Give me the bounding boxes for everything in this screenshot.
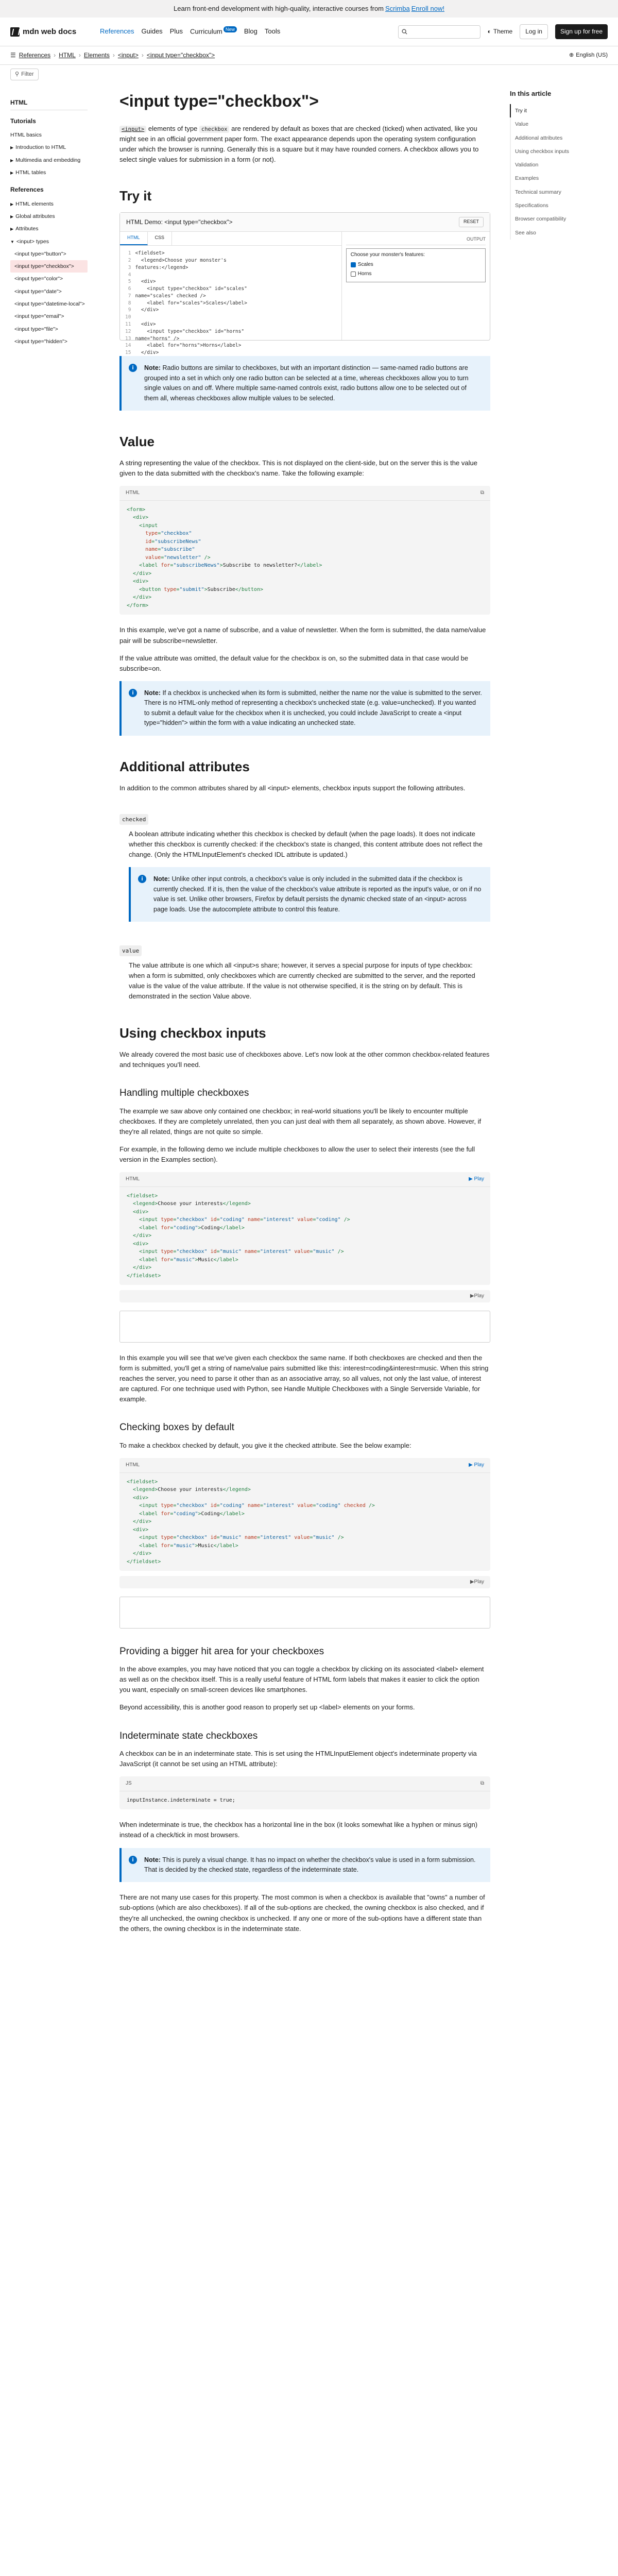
paragraph: A string representing the value of the checkbox. This is not displayed on the client-side, but on the server this is the value given to the data submitted with the checkbox's name. Take the following example:	[119, 459, 477, 478]
main-content	[119, 89, 490, 1941]
demo-body	[120, 232, 490, 356]
heading-value: Value	[119, 433, 154, 449]
sidebar-item-label: <input> types	[16, 238, 49, 245]
line-number: 12	[125, 328, 131, 334]
nav-curriculum-label: Curriculum	[190, 27, 222, 36]
line-number: 1	[125, 250, 131, 257]
demo-header	[120, 213, 490, 232]
code-line	[125, 250, 336, 257]
note-callout	[119, 1848, 490, 1883]
search-icon	[402, 29, 407, 35]
expand-icon: ▶	[10, 214, 14, 219]
play-button[interactable]	[469, 1461, 484, 1469]
heading-try-it: Try it	[119, 188, 152, 204]
filter-label: Filter	[21, 71, 34, 77]
sidebar-item[interactable]	[10, 166, 88, 179]
note-label: Note:	[144, 689, 161, 697]
play-icon: ▶	[469, 1462, 474, 1468]
line-text: <legend>Choose your monster's	[135, 258, 227, 264]
crumb-sep: ›	[112, 52, 115, 59]
sidebar-item-current[interactable]: <input type="checkbox">	[10, 260, 88, 273]
demo-option[interactable]	[351, 270, 481, 278]
sidebar-item-label: HTML tables	[15, 169, 46, 176]
line-number: 13	[125, 335, 131, 342]
paragraph: The value attribute is one which all <input>s share; however, it serves a special purpose for inputs of type checkbox: when a form is submitted, only checkboxes which are currently checked are submitted to the server, and the reported value is the value of the value attribute. If the value is not otherwise specified, it is the string on by default. This is demonstrated in the section Value above.	[129, 961, 475, 1001]
option-label[interactable]: Scales	[357, 261, 373, 267]
expand-icon: ▶	[10, 201, 14, 207]
sidebar-item[interactable]	[10, 198, 88, 210]
code-line	[125, 335, 336, 343]
play-label[interactable]: Play	[474, 1293, 484, 1299]
info-icon: i	[129, 364, 137, 372]
code-line	[125, 328, 336, 335]
paragraph: There are not many use cases for this property. The most common is when a checkbox is available that "owns" a number of sub-options (which are also checkboxes). If all of the sub-options are checked, the owning checkbox is also checked, and if they're all unchecked, the owning checkbox is unchecked. If any one or more of the sub-options have a different state than the others, the owning checkbox is in the indeterminate state.	[119, 1893, 485, 1933]
theme-icon: ◐	[487, 28, 491, 36]
collapse-icon: ▼	[10, 239, 14, 244]
line-number: 6	[125, 286, 131, 292]
toc-item[interactable]: Specifications	[510, 199, 608, 212]
paragraph: A checkbox can be in an indeterminate state. This is set using the HTMLInputElement object's indeterminate property via JavaScript (it cannot be set using an HTML attribute):	[119, 1749, 477, 1768]
language-selector[interactable]	[569, 51, 608, 60]
sidebar-item-label: Introduction to HTML	[15, 144, 66, 151]
theme-button[interactable]	[488, 27, 513, 37]
code-line	[125, 342, 336, 349]
line-number: 9	[125, 307, 131, 313]
paragraph: If the value attribute was omitted, the default value for the checkbox is on, so the submitted data in that case would be subscribe=on.	[119, 654, 469, 672]
code-header	[119, 1776, 490, 1791]
code-block	[119, 486, 490, 615]
line-text: name="horns" />	[135, 335, 180, 342]
sidebar-item[interactable]: <input type="color">	[14, 276, 63, 282]
sidebar-item[interactable]	[10, 154, 88, 166]
code-content[interactable]: inputInstance.indeterminate = true;	[127, 1797, 235, 1803]
paragraph: In addition to the common attributes shared by all <input> elements, checkbox inputs support the following attributes.	[119, 784, 466, 792]
paragraph: In the above examples, you may have noticed that you can toggle a checkbox by clicking on its associated <label> element as well as on the checkbox itself. This is a really useful feature of HTML form labels that makes it easier to click the option you want, especially on small-screen devices like smartphones.	[119, 1665, 484, 1694]
note-text: This is purely a visual change. It has no impact on whether the checkbox's value is used in a form submission. That is decided by the checked state, regardless of the indeterminate state.	[144, 1856, 476, 1873]
breadcrumb	[0, 46, 618, 65]
banner-cta[interactable]: Enroll now!	[411, 4, 445, 12]
code-line	[125, 321, 336, 328]
top-nav	[0, 18, 618, 46]
play-button[interactable]	[469, 1175, 484, 1183]
play-label: Play	[474, 1462, 484, 1468]
sidebar-item[interactable]: <input type="date">	[14, 288, 62, 295]
demo-output	[342, 232, 490, 340]
mdn-logo-icon	[10, 27, 20, 37]
line-text: <input type="checkbox" id="scales"	[135, 286, 247, 292]
note-callout	[119, 681, 490, 736]
page-title: <input type="checkbox">	[119, 92, 319, 110]
banner-link[interactable]: Scrimba	[385, 4, 410, 12]
expand-icon: ▶	[10, 170, 14, 175]
play-icon[interactable]: ▶	[470, 1579, 474, 1585]
demo-option[interactable]	[351, 261, 481, 269]
heading-hit-area: Providing a bigger hit area for your checkboxes	[119, 1646, 324, 1657]
code-content[interactable]: <fieldset> <legend>Choose your interests</legend> <div> <input type="checkbox" id="coding" name="interest" value="coding" /> <label for="coding">Coding</label> </div> <div> <input type="checkbox" id="music" name="interest" value="music" /> <label for="music">Music</label> </div> </fieldset>	[127, 1193, 350, 1279]
expand-icon: ▶	[10, 158, 14, 163]
line-number: 8	[125, 300, 131, 306]
line-number: 15	[125, 350, 131, 356]
line-number: 10	[125, 314, 131, 320]
code-line	[125, 264, 336, 272]
sidebar-item[interactable]	[10, 235, 88, 248]
inline-code: checkbox	[199, 126, 230, 133]
paragraph: In this example, we've got a name of subscribe, and a value of newsletter. When the form is submitted, the data name/value pair will be subscribe=newsletter.	[119, 626, 486, 645]
sidebar-toggle-icon[interactable]: ☰	[10, 52, 16, 59]
sidebar-tutorials: Tutorials	[10, 117, 36, 125]
copy-icon[interactable]: ⧉	[480, 1781, 484, 1787]
filter-icon: ⚲	[15, 71, 20, 77]
crumb-sep: ›	[78, 52, 81, 59]
demo-tabs	[120, 232, 341, 246]
banner-text: Learn front-end development with high-quality, interactive courses from	[173, 4, 384, 12]
crumb-sep: ›	[141, 52, 144, 59]
language-label: English (US)	[576, 52, 608, 58]
intro-text: elements of type	[148, 124, 198, 132]
sidebar-item[interactable]: <input type="email">	[14, 313, 64, 320]
line-number: 3	[125, 264, 131, 270]
code-lang: HTML	[126, 1176, 140, 1182]
checkbox-horns[interactable]	[351, 272, 356, 277]
heading-default: Checking boxes by default	[119, 1422, 234, 1433]
example-output-frame[interactable]	[119, 1311, 490, 1343]
login-button[interactable]: Log in	[520, 24, 548, 39]
play-bar	[119, 1290, 490, 1302]
code-block	[119, 1776, 490, 1809]
note-label: Note:	[144, 364, 161, 372]
intro-text: are rendered by default as boxes that are checked (ticked) when activated, like you might see in an official government paper form. The exact appearance depends upon the operating system configuration under which the browser is running. Generally this is a square but it may have rounded corners. A checkbox allows you to select single values for submission in a form (or not).	[119, 124, 479, 164]
toc-item[interactable]: Try it	[510, 104, 608, 117]
sidebar-item-label: HTML elements	[15, 200, 54, 207]
paragraph: In this example you will see that we've given each checkbox the same name. If both checkboxes are checked and then the form is submitted, you'll get a string of name/value pairs submitted like this: interest=coding&interest=music. When this string reaches the server, you need to parse it other than as an associative array, so all values, not only the last value, of interest are captured. For one technique used with Python, see Handle Multiple Checkboxes with a Single Serverside Variable, for example.	[119, 1353, 489, 1403]
info-icon: i	[129, 689, 137, 697]
filter-button[interactable]	[10, 69, 39, 80]
copy-icon[interactable]: ⧉	[480, 490, 484, 496]
attr-checked: checked	[119, 814, 148, 825]
sidebar-item-label: Multimedia and embedding	[15, 157, 81, 163]
code-line	[125, 293, 336, 300]
code-line	[125, 272, 336, 279]
sidebar	[10, 98, 88, 348]
search-input[interactable]	[398, 25, 480, 39]
crumb-html[interactable]: HTML	[59, 52, 76, 59]
reset-button[interactable]: RESET	[459, 217, 484, 227]
intro-paragraph	[119, 124, 490, 165]
note-label: Note:	[153, 875, 170, 883]
play-label[interactable]: Play	[474, 1579, 484, 1585]
heading-using-checkbox-inputs: Using checkbox inputs	[119, 1025, 266, 1041]
line-text: <label for="scales">Scales</label>	[135, 300, 247, 306]
code-lang: JS	[126, 1781, 132, 1787]
toc-item[interactable]: Additional attributes	[510, 131, 608, 145]
crumb-sep: ›	[54, 52, 56, 59]
toc-item[interactable]: Examples	[510, 172, 608, 185]
toc-item[interactable]: Technical summary	[510, 185, 608, 199]
sidebar-item-label: Attributes	[15, 226, 39, 232]
play-icon: ▶	[469, 1176, 474, 1182]
attr-checked-desc	[119, 829, 490, 922]
heading-multiple: Handling multiple checkboxes	[119, 1088, 249, 1099]
line-text: <fieldset>	[135, 250, 165, 257]
code-line	[125, 257, 336, 264]
expand-icon: ▶	[10, 227, 14, 232]
toc-item[interactable]: Using checkbox inputs	[510, 145, 608, 158]
option-label[interactable]: Horns	[357, 271, 372, 277]
info-icon: i	[129, 1856, 137, 1864]
sidebar-item[interactable]: <input type="datetime-local">	[14, 300, 85, 307]
code-header	[119, 1458, 490, 1473]
mdn-logo[interactable]	[10, 26, 93, 38]
crumb-elements[interactable]: Elements	[83, 52, 110, 59]
info-icon: i	[138, 875, 146, 883]
globe-icon: ⊕	[569, 52, 574, 58]
code-block	[119, 1458, 490, 1571]
nav-tools[interactable]: Tools	[264, 27, 281, 36]
nav-plus[interactable]: Plus	[169, 27, 183, 36]
attr-value: value	[119, 945, 142, 956]
sidebar-head[interactable]: HTML	[10, 98, 88, 110]
line-text: <div>	[135, 321, 156, 327]
code-line	[125, 285, 336, 293]
nav-guides[interactable]: Guides	[141, 27, 163, 36]
demo-legend: Choose your monster's features:	[350, 252, 425, 258]
note-label: Note:	[144, 1856, 161, 1863]
nav-curriculum[interactable]	[190, 26, 237, 37]
line-text: </div>	[135, 307, 159, 313]
toc-item[interactable]: Value	[510, 117, 608, 131]
nav-references[interactable]: References	[100, 27, 134, 36]
code-line	[125, 300, 336, 307]
note-callout	[129, 867, 490, 922]
line-number: 2	[125, 258, 131, 264]
heading-additional-attributes: Additional attributes	[119, 758, 250, 774]
output-tab: OUTPUT	[346, 236, 486, 245]
demo-title: HTML Demo: <input type="checkbox">	[126, 218, 233, 226]
line-text: <label for="horns">Horns</label>	[135, 343, 242, 349]
line-number: 14	[125, 343, 131, 349]
note-text: Radio buttons are similar to checkboxes, but with an important distinction — same-named radio buttons are grouped into a set in which only one radio button can be selected at a time, whereas checkboxes allow you to turn single values on and off. Where multiple same-named controls exist, radio buttons allow one to be selected out of them all, whereas checkboxes allow multiple values to be selected.	[144, 364, 469, 402]
sidebar-item[interactable]: <input type="button">	[14, 250, 66, 257]
paragraph: We already covered the most basic use of checkboxes above. Let's now look at the other common checkbox-related features and techniques you'll need.	[119, 1050, 490, 1069]
code-line	[125, 349, 336, 357]
promo-banner	[0, 0, 618, 18]
line-text: </div>	[135, 350, 159, 356]
paragraph: A boolean attribute indicating whether this checkbox is checked by default (when the page loads). It does not indicate whether this checkbox is currently checked: if the checkbox's state is changed, this content attribute does not reflect the change. (Only the HTMLInputElement's checked IDL attribute is updated.)	[129, 830, 483, 859]
code-line	[125, 307, 336, 314]
sidebar-item[interactable]	[10, 210, 88, 223]
code-content[interactable]: <form> <div> <input type="checkbox" id="subscribeNews" name="subscribe" value="newsletter" /> <label for="subscribeNews">Subscribe to newsletter?</label> </div> <div> <button type="submit">Subscribe</button> </div> </form>	[127, 506, 322, 608]
code-line	[125, 314, 336, 321]
paragraph: When indeterminate is true, the checkbox has a horizontal line in the box (it looks somewhat like a hyphen or minus sign) instead of a check/tick in most browsers.	[119, 1821, 478, 1839]
line-text: features:</legend>	[135, 264, 188, 270]
crumb-input[interactable]: <input>	[117, 52, 139, 59]
sidebar-item[interactable]: <input type="hidden">	[14, 338, 67, 345]
sidebar-item[interactable]	[10, 223, 88, 235]
line-number: 5	[125, 279, 131, 285]
heading-indeterminate: Indeterminate state checkboxes	[119, 1730, 258, 1741]
toc-item[interactable]: Browser compatibility	[510, 212, 608, 226]
note-text: Unlike other input controls, a checkbox's value is only included in the submitted data if the checkbox is currently checked. If it is, then the value of the checkbox's value attribute is reported as the input's value, or on if no value is set. Unlike other browsers, Firefox by default persists the dynamic checked state of an <input> across page loads. Use the autocomplete attribute to control this feature.	[153, 875, 482, 913]
theme-label: Theme	[493, 28, 513, 36]
note-text: If a checkbox is unchecked when its form is submitted, neither the name nor the value is submitted to the server. There is no HTML-only method of representing a checkbox's unchecked state (e.g. value=unchecked). If you wanted to submit a default value for the checkbox when it is unchecked, you could include JavaScript to create a <input type="hidden"> within the form with a value indicating an unchecked state.	[144, 689, 482, 727]
checkbox-scales[interactable]	[351, 262, 356, 267]
line-number: 4	[125, 272, 131, 278]
code-lang: HTML	[126, 1462, 140, 1468]
code-block	[119, 1172, 490, 1285]
demo-editor[interactable]	[120, 232, 342, 356]
demo-fieldset	[346, 248, 486, 282]
logo-text: mdn web docs	[23, 27, 77, 36]
code-lang: HTML	[126, 490, 140, 496]
line-number: 7	[125, 293, 131, 299]
code-line	[125, 278, 336, 285]
nav-blog[interactable]: Blog	[244, 27, 258, 36]
play-label: Play	[474, 1176, 484, 1182]
line-text: name="scales" checked />	[135, 293, 206, 299]
line-text: <input type="checkbox" id="horns"	[135, 328, 245, 334]
play-icon[interactable]: ▶	[470, 1293, 474, 1299]
sidebar-item-label: Global attributes	[15, 213, 55, 220]
paragraph: The example we saw above only contained one checkbox; in real-world situations you'll be likely to encounter multiple checkboxes. If they are completely unrelated, then you can just deal with them all separately, as shown above. However, if they're all related, things are not quite so simple.	[119, 1107, 482, 1136]
example-output-frame[interactable]	[119, 1597, 490, 1629]
toc-item[interactable]: See also	[510, 226, 608, 240]
code-header	[119, 486, 490, 501]
sidebar-item[interactable]: HTML basics	[10, 132, 42, 139]
input-link[interactable]: <input>	[119, 126, 146, 133]
toc-title: In this article	[510, 90, 552, 97]
toc-item[interactable]: Validation	[510, 158, 608, 172]
signup-button[interactable]: Sign up for free	[555, 24, 608, 39]
tab-html[interactable]: HTML	[120, 232, 148, 245]
table-of-contents	[510, 89, 608, 240]
paragraph: To make a checkbox checked by default, you give it the checked attribute. See the below example:	[119, 1441, 411, 1449]
attr-value-desc	[119, 960, 490, 1002]
sidebar-item[interactable]	[10, 141, 88, 154]
tab-css[interactable]: CSS	[148, 232, 173, 245]
line-text: <div>	[135, 279, 156, 285]
play-bar	[119, 1576, 490, 1588]
crumb-current[interactable]: <input type="checkbox">	[146, 52, 215, 59]
paragraph: Beyond accessibility, this is another good reason to properly set up <label> elements on your forms.	[119, 1703, 415, 1711]
crumb-references[interactable]: References	[19, 52, 51, 59]
expand-icon: ▶	[10, 145, 14, 150]
filter-bar	[0, 65, 618, 81]
code-header	[119, 1172, 490, 1187]
line-number: 11	[125, 321, 131, 327]
paragraph: For example, in the following demo we include multiple checkboxes to allow the user to select their interests (see the full version in the Examples section).	[119, 1145, 475, 1164]
demo-code[interactable]	[120, 246, 341, 367]
code-content[interactable]: <fieldset> <legend>Choose your interests</legend> <div> <input type="checkbox" id="coding" name="interest" value="coding" checked /> <label for="coding">Coding</label> </div> <div> <input type="checkbox" id="music" name="interest" value="music" /> <label for="music">Music</label> </div> </fieldset>	[127, 1479, 375, 1565]
sidebar-item[interactable]: <input type="file">	[14, 326, 58, 332]
note-callout	[119, 356, 490, 411]
interactive-demo	[119, 212, 490, 356]
sidebar-references: References	[10, 186, 44, 194]
new-badge: New	[224, 26, 237, 32]
